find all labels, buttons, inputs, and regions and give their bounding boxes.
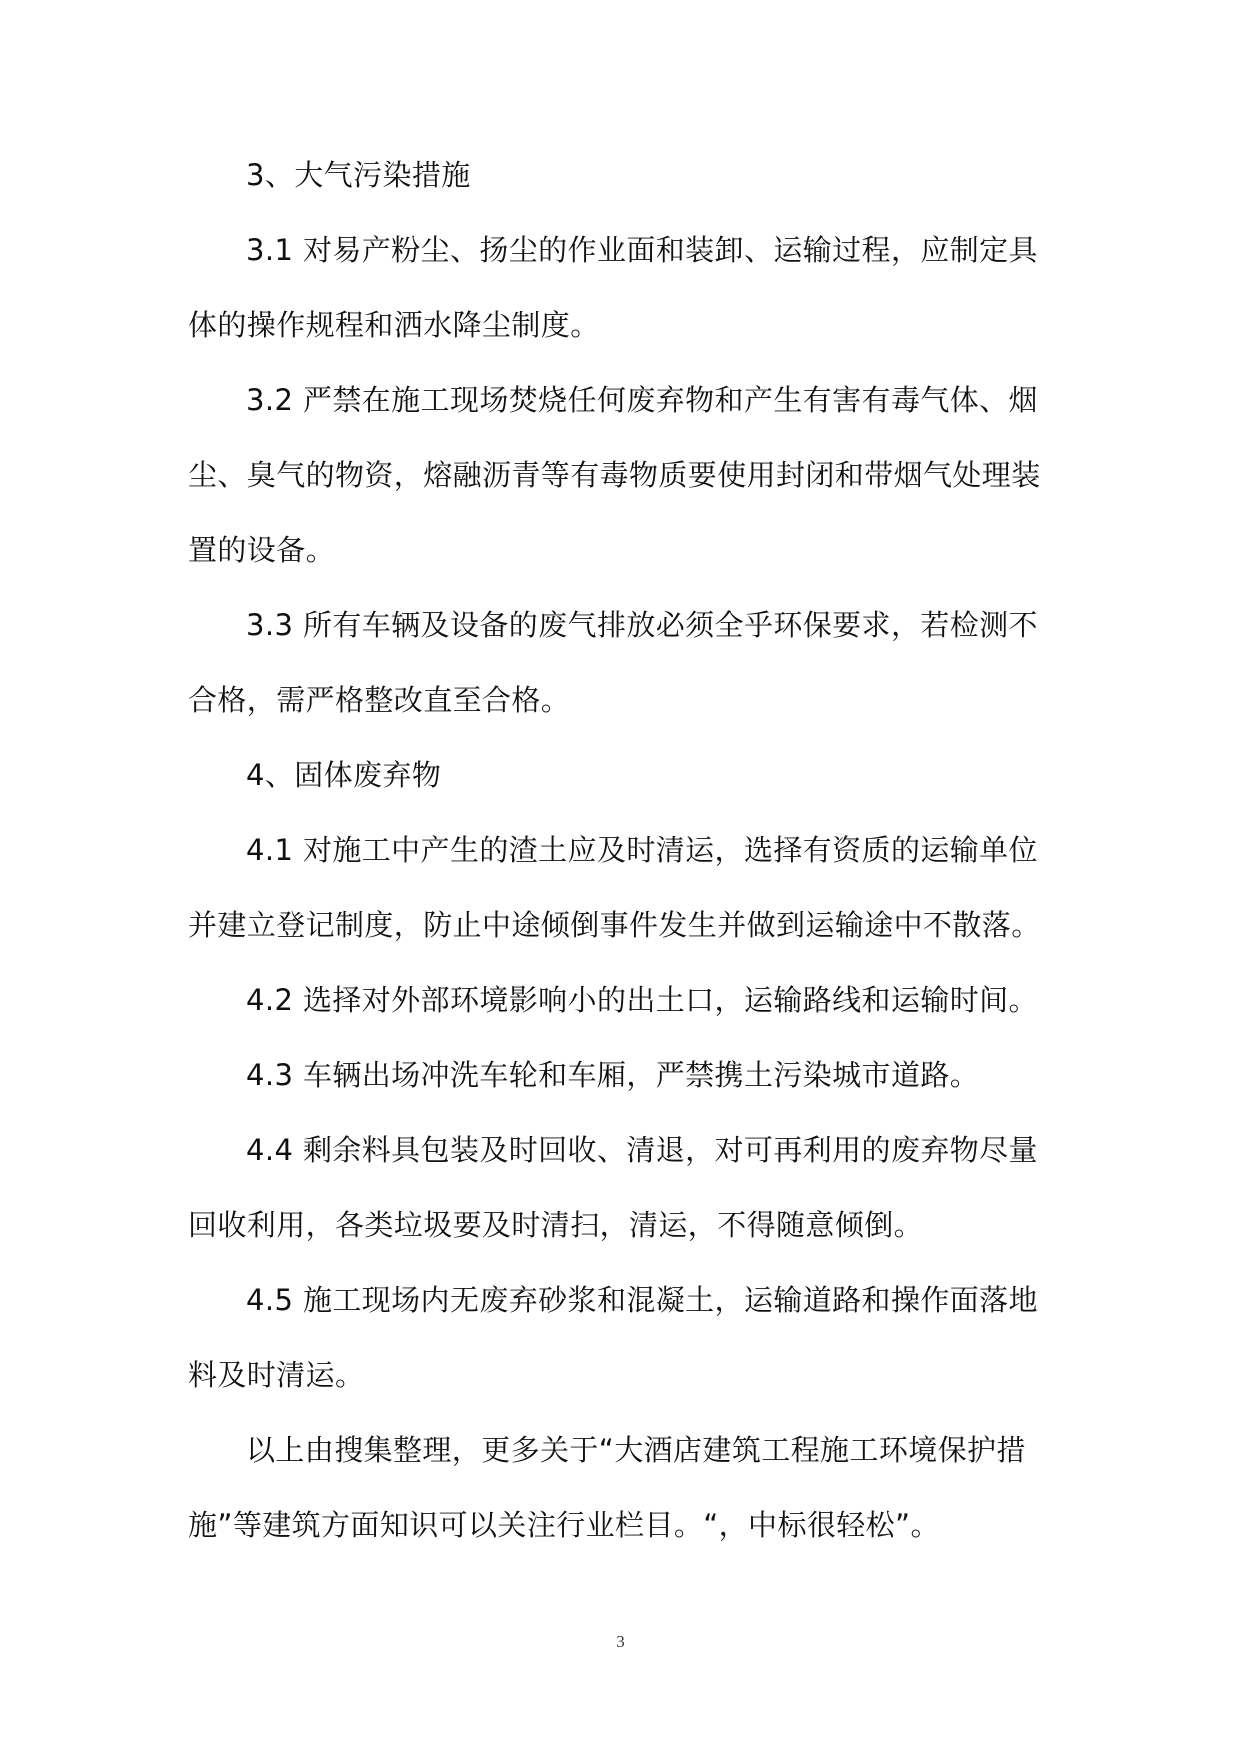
heading-air-pollution: 3、大气污染措施: [246, 158, 471, 192]
paragraph-4-5: 4.5 施工现场内无废弃砂浆和混凝土，运输道路和操作面落地料及时清运。: [188, 1283, 1038, 1392]
closing-paragraph: 以上由搜集整理，更多关于“大酒店建筑工程施工环境保护措施”等建筑方面知识可以关注行业栏目。“，中标很轻松”。: [188, 1433, 1026, 1542]
paragraph-4-1: 4.1 对施工中产生的渣土应及时清运，选择有资质的运输单位并建立登记制度，防止中途倾倒事件发生并做到运输途中不散落。: [188, 833, 1041, 942]
paragraph-4-4: 4.4 剩余料具包装及时回收、清退，对可再利用的废弃物尽量回收利用，各类垃圾要及时清扫，清运，不得随意倾倒。: [188, 1133, 1038, 1242]
paragraph-3-1: 3.1 对易产粉尘、扬尘的作业面和装卸、运输过程，应制定具体的操作规程和洒水降尘制度。: [188, 233, 1038, 342]
paragraph-3-3: 3.3 所有车辆及设备的废气排放必须全乎环保要求，若检测不合格，需严格整改直至合格。: [188, 608, 1038, 717]
page-number: 3: [616, 1632, 625, 1651]
heading-solid-waste: 4、固体废弃物: [246, 758, 442, 792]
paragraph-3-2: 3.2 严禁在施工现场焚烧任何废弃物和产生有害有毒气体、烟尘、臭气的物资，熔融沥青等有毒物质要使用封闭和带烟气处理装置的设备。: [188, 383, 1041, 567]
paragraph-4-2: 4.2 选择对外部环境影响小的出土口，运输路线和运输时间。: [246, 983, 1038, 1017]
document-body: [188, 138, 1058, 1563]
paragraph-4-3: 4.3 车辆出场冲洗车轮和车厢，严禁携土污染城市道路。: [246, 1058, 980, 1092]
